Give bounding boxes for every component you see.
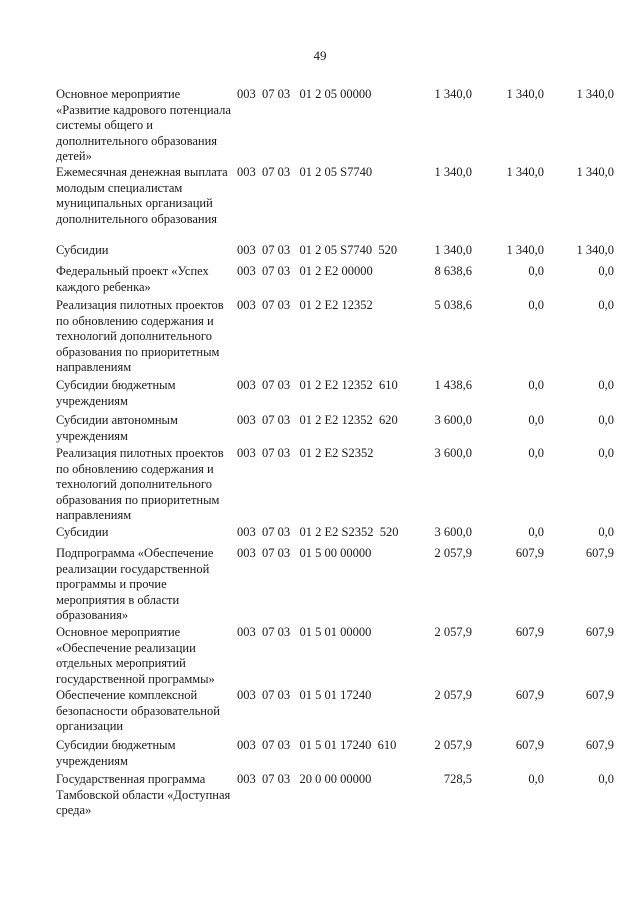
row-value-1: 3 600,0 xyxy=(434,446,472,460)
row-code: 003 07 03 01 2 E2 S2352 520 xyxy=(237,525,399,539)
row-value-1: 3 600,0 xyxy=(434,413,472,427)
row-value-1: 2 057,9 xyxy=(434,738,472,752)
row-value-2: 0,0 xyxy=(528,378,544,392)
row-value-1: 728,5 xyxy=(443,772,472,786)
row-value-2: 1 340,0 xyxy=(506,165,544,179)
row-value-3: 1 340,0 xyxy=(576,87,614,101)
row-name: Субсидии бюджетным учреждениям xyxy=(56,738,176,768)
row-value-3: 1 340,0 xyxy=(576,243,614,257)
row-value-2: 0,0 xyxy=(528,446,544,460)
row-value-1: 2 057,9 xyxy=(434,546,472,560)
row-code: 003 07 03 20 0 00 00000 xyxy=(237,772,372,786)
row-value-3: 0,0 xyxy=(598,525,614,539)
row-code: 003 07 03 01 5 01 00000 xyxy=(237,625,372,639)
row-code: 003 07 03 01 2 05 00000 xyxy=(237,87,372,101)
row-value-1: 3 600,0 xyxy=(434,525,472,539)
row-name: Обеспечение комплексной безопасности образовательной организации xyxy=(56,688,220,733)
row-value-2: 0,0 xyxy=(528,264,544,278)
row-value-3: 0,0 xyxy=(598,772,614,786)
row-value-3: 607,9 xyxy=(585,625,614,639)
row-value-3: 607,9 xyxy=(585,546,614,560)
row-value-3: 0,0 xyxy=(598,378,614,392)
row-name: Субсидии xyxy=(56,243,109,257)
row-value-2: 1 340,0 xyxy=(506,243,544,257)
row-name: Субсидии автономным учреждениям xyxy=(56,413,178,443)
row-value-1: 1 438,6 xyxy=(434,378,472,392)
row-value-1: 2 057,9 xyxy=(434,625,472,639)
row-code: 003 07 03 01 2 E2 00000 xyxy=(237,264,373,278)
row-value-1: 8 638,6 xyxy=(434,264,472,278)
row-value-3: 0,0 xyxy=(598,413,614,427)
row-name: Подпрограмма «Обеспечение реализации государственной программы и прочие мероприятия в области образования» xyxy=(56,546,214,622)
row-name: Реализация пилотных проектов по обновлению содержания и технологий дополнительного образования по приоритетным направлениям xyxy=(56,446,224,522)
row-name: Субсидии xyxy=(56,525,109,539)
row-code: 003 07 03 01 2 E2 S2352 xyxy=(237,446,374,460)
row-value-3: 0,0 xyxy=(598,298,614,312)
row-value-3: 607,9 xyxy=(585,738,614,752)
row-name: Федеральный проект «Успех каждого ребенка» xyxy=(56,264,209,294)
page-number: 49 xyxy=(313,48,327,63)
row-name: Государственная программа Тамбовской области «Доступная среда» xyxy=(56,772,231,817)
row-value-2: 1 340,0 xyxy=(506,87,544,101)
row-value-3: 1 340,0 xyxy=(576,165,614,179)
row-value-3: 0,0 xyxy=(598,446,614,460)
row-name: Реализация пилотных проектов по обновлению содержания и технологий дополнительного образования по приоритетным направлениям xyxy=(56,298,224,374)
row-value-2: 0,0 xyxy=(528,525,544,539)
row-value-2: 607,9 xyxy=(515,625,544,639)
row-code: 003 07 03 01 5 01 17240 610 xyxy=(237,738,397,752)
row-value-2: 0,0 xyxy=(528,298,544,312)
row-value-2: 607,9 xyxy=(515,738,544,752)
row-value-2: 607,9 xyxy=(515,546,544,560)
row-value-2: 0,0 xyxy=(528,772,544,786)
row-name: Субсидии бюджетным учреждениям xyxy=(56,378,176,408)
row-code: 003 07 03 01 2 E2 12352 610 xyxy=(237,378,398,392)
row-value-1: 5 038,6 xyxy=(434,298,472,312)
row-code: 003 07 03 01 2 05 S7740 520 xyxy=(237,243,398,257)
row-code: 003 07 03 01 2 E2 12352 xyxy=(237,298,373,312)
row-name: Ежемесячная денежная выплата молодым специалистам муниципальных организаций дополнительного образования xyxy=(56,165,228,226)
row-code: 003 07 03 01 5 00 00000 xyxy=(237,546,372,560)
row-value-1: 2 057,9 xyxy=(434,688,472,702)
row-value-1: 1 340,0 xyxy=(434,165,472,179)
row-value-3: 607,9 xyxy=(585,688,614,702)
row-name: Основное мероприятие «Развитие кадрового потенциала системы общего и дополнительного образования детей» xyxy=(56,87,231,163)
row-value-2: 607,9 xyxy=(515,688,544,702)
row-value-1: 1 340,0 xyxy=(434,87,472,101)
row-value-2: 0,0 xyxy=(528,413,544,427)
row-name: Основное мероприятие «Обеспечение реализации отдельных мероприятий государственной программы» xyxy=(56,625,215,686)
row-value-1: 1 340,0 xyxy=(434,243,472,257)
row-value-3: 0,0 xyxy=(598,264,614,278)
row-code: 003 07 03 01 2 05 S7740 xyxy=(237,165,373,179)
row-code: 003 07 03 01 2 E2 12352 620 xyxy=(237,413,398,427)
row-code: 003 07 03 01 5 01 17240 xyxy=(237,688,372,702)
